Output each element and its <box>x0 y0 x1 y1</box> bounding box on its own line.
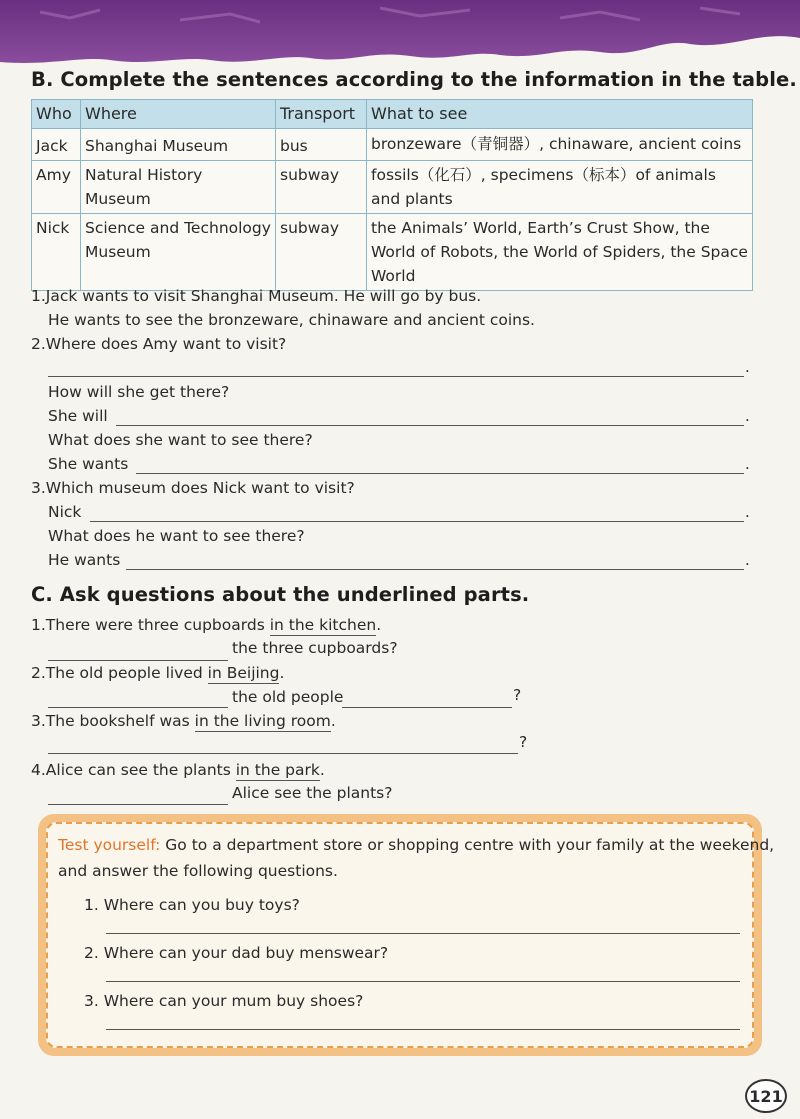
period: . <box>745 358 750 376</box>
c-q3 <box>31 712 336 730</box>
b-q3-nick: Nick <box>48 503 82 521</box>
test-question: 2. Where can your dad buy menswear? <box>84 944 389 962</box>
answer-line[interactable] <box>136 473 744 474</box>
period: . <box>745 551 750 569</box>
cell-where: Natural History Museum <box>81 161 276 214</box>
c-q1-suffix: . <box>376 616 382 634</box>
b-q3-what: What does he want to see there? <box>48 527 305 545</box>
answer-line[interactable] <box>48 753 518 754</box>
c-q4-prefix: 4.Alice can see the plants <box>31 761 236 779</box>
cell-where: Shanghai Museum <box>81 129 276 161</box>
test-yourself-line1 <box>58 836 774 854</box>
cell-what-to-see: the Animals’ World, Earth’s Crust Show, the World of Robots, the World of Spiders, the Space World <box>367 214 753 291</box>
cell-transport: bus <box>276 129 367 161</box>
b-q1-line1: 1.Jack wants to visit Shanghai Museum. He will go by bus. <box>31 287 482 305</box>
test-yourself-box <box>38 814 775 1056</box>
b-q2-what: What does she want to see there? <box>48 431 313 449</box>
test-question: 3. Where can your mum buy shoes? <box>84 992 364 1010</box>
c-q4-underlined: in the park <box>235 761 320 779</box>
b-q2-she-will: She will <box>48 407 108 425</box>
answer-line[interactable] <box>126 569 744 570</box>
cell-where: Science and Technology Museum <box>81 214 276 291</box>
c-q2-prefix: 2.The old people lived <box>31 664 208 682</box>
table-row <box>32 214 753 291</box>
c-q1-prefix: 1.There were three cupboards <box>31 616 270 634</box>
header-what-to-see: What to see <box>367 100 753 129</box>
period: . <box>745 407 750 425</box>
answer-line[interactable] <box>116 425 744 426</box>
section-b-heading: B. Complete the sentences according to the information in the table. <box>31 68 797 91</box>
c-q2-underlined: in Beijing <box>207 664 280 682</box>
c-q3-underlined: in the living room <box>194 712 331 730</box>
c-q4 <box>31 761 325 779</box>
c-q3-question-mark: ? <box>519 733 528 751</box>
b-q2-she-wants: She wants <box>48 455 129 473</box>
cell-who: Jack <box>32 129 81 161</box>
test-yourself-line2: and answer the following questions. <box>58 862 338 880</box>
test-yourself-label: Test yourself: <box>58 836 161 854</box>
answer-line[interactable] <box>48 804 228 805</box>
header-who: Who <box>32 100 81 129</box>
c-q1-answer-tail: the three cupboards? <box>232 639 398 657</box>
cell-what-to-see: fossils（化石）, specimens（标本）of animals and plants <box>367 161 753 214</box>
answer-line[interactable] <box>106 1029 740 1030</box>
c-q2-answer-mid: the old people <box>232 688 344 706</box>
table-header-row <box>32 100 753 129</box>
c-q3-suffix: . <box>330 712 336 730</box>
info-table <box>31 99 753 291</box>
table-row <box>32 129 753 161</box>
b-q2-how: How will she get there? <box>48 383 230 401</box>
section-c-heading: C. Ask questions about the underlined parts. <box>31 583 530 606</box>
answer-line[interactable] <box>48 707 228 708</box>
c-q2 <box>31 664 284 682</box>
answer-line[interactable] <box>90 521 744 522</box>
cell-what-to-see: bronzeware（青铜器）, chinaware, ancient coins <box>367 129 753 161</box>
c-q1-underlined: in the kitchen <box>269 616 377 634</box>
period: . <box>745 455 750 473</box>
answer-line[interactable] <box>48 660 228 661</box>
cell-transport: subway <box>276 161 367 214</box>
cell-who: Amy <box>32 161 81 214</box>
c-q4-answer-tail: Alice see the plants? <box>232 784 393 802</box>
answer-line[interactable] <box>342 707 512 708</box>
answer-line[interactable] <box>106 981 740 982</box>
c-q2-suffix: . <box>279 664 285 682</box>
period: . <box>745 503 750 521</box>
test-question: 1. Where can you buy toys? <box>84 896 300 914</box>
decorative-banner <box>0 0 800 70</box>
c-q4-suffix: . <box>319 761 325 779</box>
test-yourself-text: Go to a department store or shopping centre with your family at the weekend, <box>160 836 775 854</box>
cell-who: Nick <box>32 214 81 291</box>
c-q1 <box>31 616 381 634</box>
cell-transport: subway <box>276 214 367 291</box>
header-transport: Transport <box>276 100 367 129</box>
page-number: 121 <box>745 1079 787 1113</box>
answer-line[interactable] <box>106 933 740 934</box>
b-q2-question: 2.Where does Amy want to visit? <box>31 335 287 353</box>
b-q3-he-wants: He wants <box>48 551 121 569</box>
c-q3-prefix: 3.The bookshelf was <box>31 712 195 730</box>
answer-line[interactable] <box>48 376 744 377</box>
c-q2-question-mark: ? <box>513 686 522 704</box>
test-yourself-inner <box>46 822 775 1048</box>
b-q3-question: 3.Which museum does Nick want to visit? <box>31 479 355 497</box>
table-row <box>32 161 753 214</box>
header-where: Where <box>81 100 276 129</box>
b-q1-line2: He wants to see the bronzeware, chinaware and ancient coins. <box>48 311 535 329</box>
